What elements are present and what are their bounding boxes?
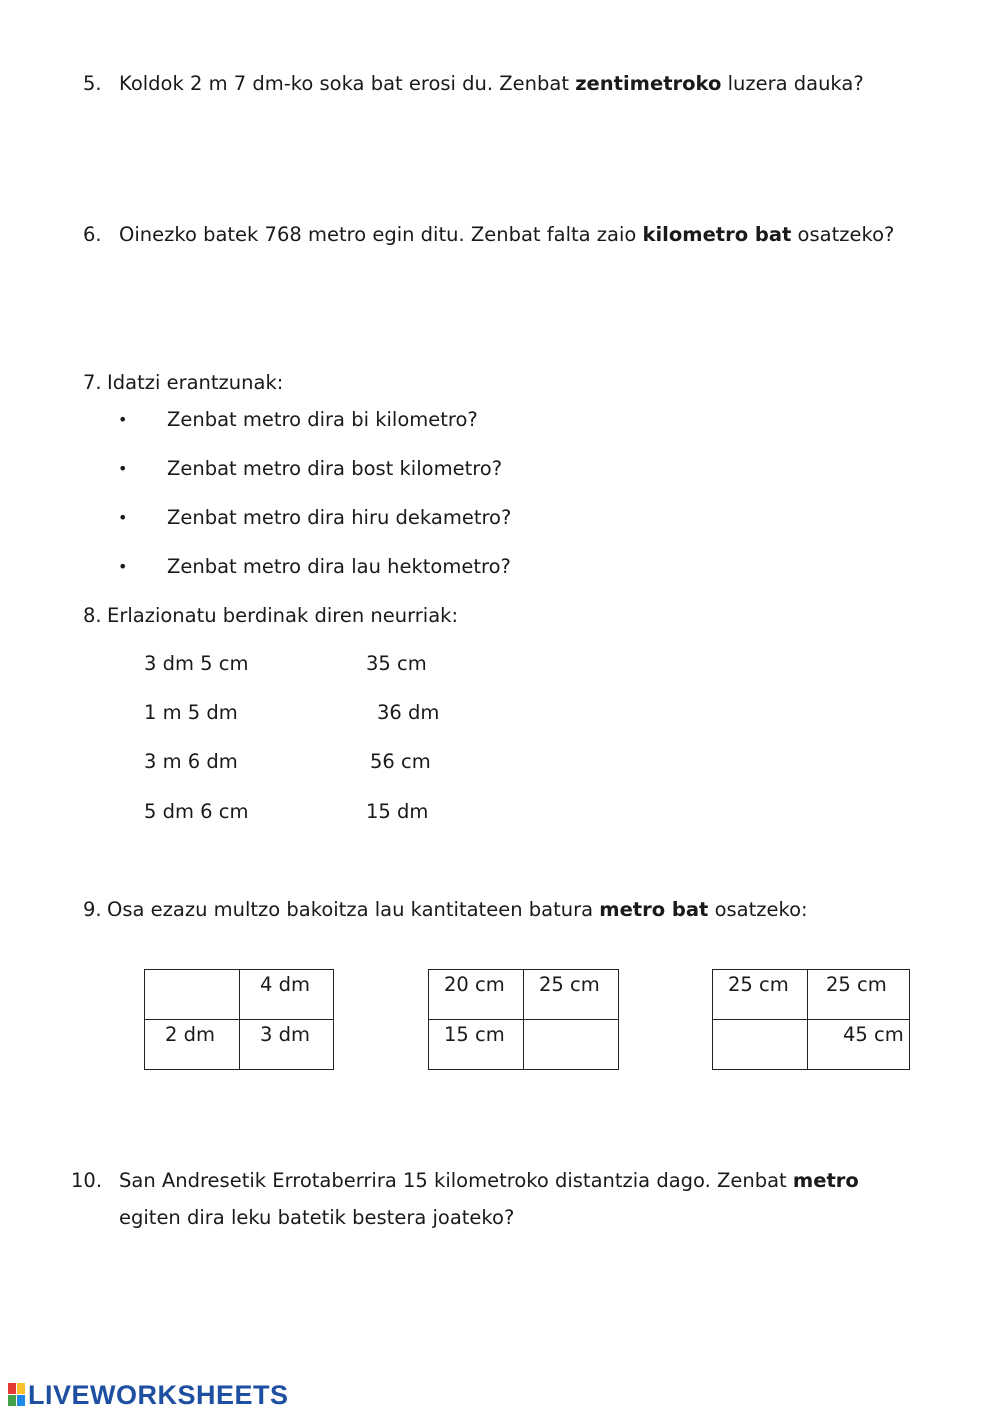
table-cell[interactable]	[713, 1020, 808, 1070]
bullet-icon: •	[118, 557, 128, 576]
question-number: 5.	[83, 72, 102, 95]
list-item: Zenbat metro dira hiru dekametro?	[167, 506, 512, 529]
table-cell: 3 dm	[240, 1020, 334, 1070]
question-8-title: Erlazionatu berdinak diren neurriak:	[107, 604, 459, 627]
question-number: 6.	[83, 223, 102, 246]
table-cell[interactable]	[145, 970, 240, 1020]
question-10-line-1: San Andresetik Errotaberrira 15 kilometroko distantzia dago. Zenbat metro	[119, 1169, 859, 1192]
liveworksheets-logo-text: LIVEWORKSHEETS	[28, 1379, 289, 1410]
measure-right: 36 dm	[377, 701, 440, 724]
question-9-text: Osa ezazu multzo bakoitza lau kantitateen batura metro bat osatzeko:	[107, 898, 808, 921]
list-item: Zenbat metro dira bi kilometro?	[167, 408, 478, 431]
table-cell: 25 cm	[808, 970, 910, 1020]
measure-right: 15 dm	[366, 800, 429, 823]
question-5-text: Koldok 2 m 7 dm-ko soka bat erosi du. Zenbat zentimetroko luzera dauka?	[119, 72, 864, 95]
question-number: 9.	[83, 898, 102, 921]
table-cell: 20 cm	[429, 970, 524, 1020]
measure-right: 35 cm	[366, 652, 427, 675]
measure-right: 56 cm	[370, 750, 431, 773]
table-cell: 45 cm	[808, 1020, 910, 1070]
table-cell: 2 dm	[145, 1020, 240, 1070]
question-7-title: Idatzi erantzunak:	[107, 371, 284, 394]
table-cell: 25 cm	[713, 970, 808, 1020]
liveworksheets-logo	[8, 1381, 289, 1409]
sum-table-3	[712, 969, 910, 1070]
question-6-text: Oinezko batek 768 metro egin ditu. Zenbat falta zaio kilometro bat osatzeko?	[119, 223, 895, 246]
question-number: 7.	[83, 371, 102, 394]
sum-table-2	[428, 969, 619, 1070]
liveworksheets-logo-icon	[8, 1383, 26, 1407]
measure-left: 5 dm 6 cm	[144, 800, 249, 823]
table-cell: 25 cm	[524, 970, 619, 1020]
measure-left: 3 m 6 dm	[144, 750, 238, 773]
list-item: Zenbat metro dira lau hektometro?	[167, 555, 511, 578]
bullet-icon: •	[118, 508, 128, 527]
table-cell: 15 cm	[429, 1020, 524, 1070]
measure-left: 1 m 5 dm	[144, 701, 238, 724]
question-number: 10.	[71, 1169, 103, 1192]
list-item: Zenbat metro dira bost kilometro?	[167, 457, 503, 480]
table-cell: 4 dm	[240, 970, 334, 1020]
measure-left: 3 dm 5 cm	[144, 652, 249, 675]
bullet-icon: •	[118, 459, 128, 478]
question-10-line-2: egiten dira leku batetik bestera joateko?	[119, 1206, 515, 1229]
question-number: 8.	[83, 604, 102, 627]
table-cell[interactable]	[524, 1020, 619, 1070]
sum-table-1	[144, 969, 334, 1070]
bullet-icon: •	[118, 410, 128, 429]
